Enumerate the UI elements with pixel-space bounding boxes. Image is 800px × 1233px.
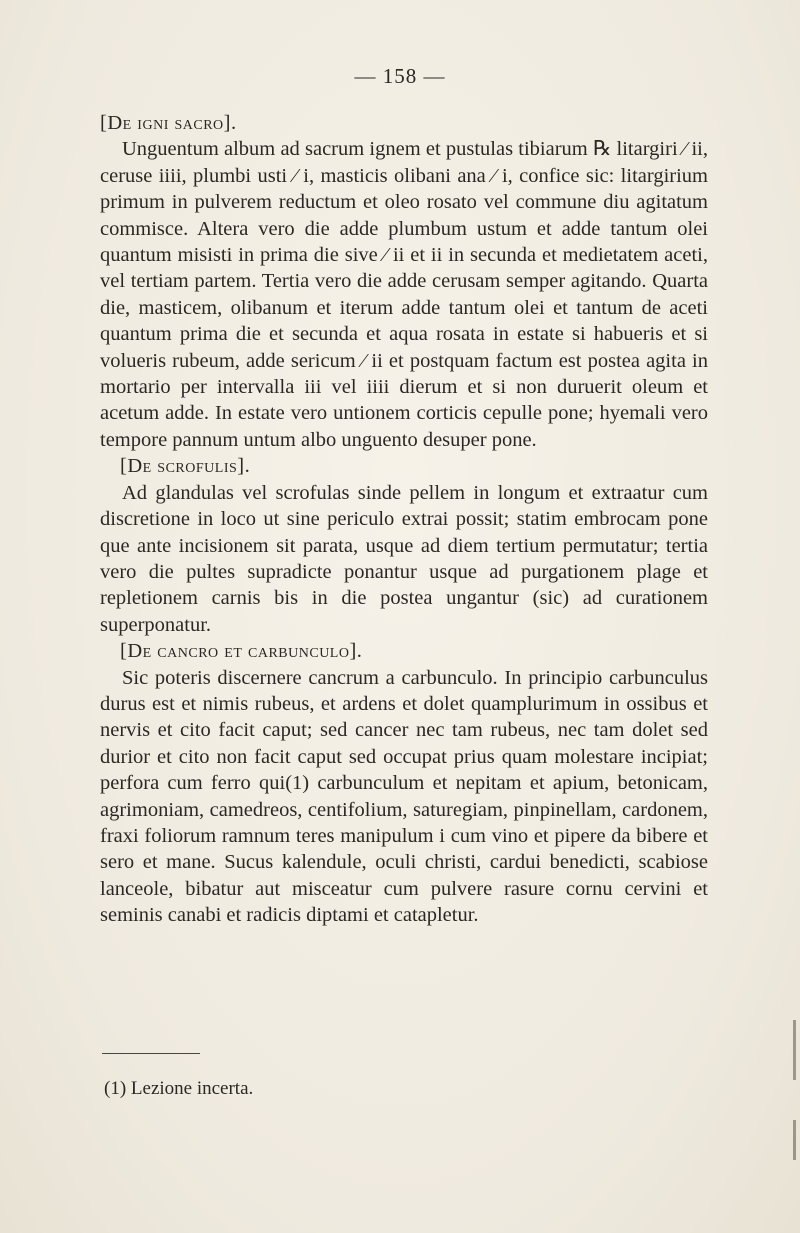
section-heading-de-igni-sacro: [De igni sacro]. bbox=[100, 112, 237, 134]
section-heading-de-cancro: [De cancro et carbunculo]. bbox=[120, 640, 363, 663]
footnote-divider bbox=[102, 1053, 200, 1054]
paragraph-de-igni-sacro: Unguentum album ad sacrum ignem et pustulas tibiarum ℞ litargiri ⁄ ii, ceruse iiii, plumbi usti ⁄ i, masticis olibani ana ⁄ i, confice sic: litargirium primum in pulverem reductum et oleo rosato vel commune diu agitatum commisce. Altera vero die adde plumbum ustum et adde tantum olei quantum misisti in prima die sive ⁄ ii et ii in secunda et medietatem aceti, vel tertiam partem. Tertia vero die adde cerusam semper agitando. Quarta die, masticem, olibanum et iterum adde tantum olei et tantum de aceti quantum prima die et secunda et aqua rosata in estate si habueris et si volueris rubeum, adde sericum ⁄ ii et postquam factum est postea agita in mortario per intervalla iii vel iiii dierum et si non duruerit oleum et acetum adde. In estate vero untionem corticis cepulle pone; hyemali vero tempore pannum untum albo unguento desuper pone. bbox=[100, 138, 708, 451]
section-heading-de-scrofulis: [De scrofulis]. bbox=[120, 455, 251, 478]
page-body bbox=[100, 110, 708, 929]
footnote: (1) Lezione incerta. bbox=[104, 1078, 254, 1099]
paragraph-de-cancro: Sic poteris discernere cancrum a carbunculo. In principio carbunculus durus est et nimis rubeus, et ardens et dolet quamplurimum in ossibus et nervis et cito facit caput; sed cancer nec tam rubeus, nec tam dolet sed durior et cito non facit caput sed occupat prius quam molestare incipiat; perfora cum ferro qui(1) carbunculum et nepitam et apium, betonicam, agrimoniam, camedreos, centifolium, saturegiam, pinpinellam, cardonem, fraxi foliorum ramnum teres manipulum i cum vino et pipere da bibere et sero et mane. Sucus kalendule, oculi christi, cardui benedicti, scabiose lanceole, bibatur aut misceatur cum pulvere rasure cornu cervini et seminis canabi et radicis diptami et catapletur. bbox=[100, 666, 708, 927]
paragraph-de-scrofulis: Ad glandulas vel scrofulas sinde pellem in longum et extraatur cum discretione in loco ut sine periculo extrai possit; statim embrocam pone que ante incisionem sit parata, usque ad diem tertium permutatur; tertia vero die pultes supradicte ponantur usque ad purgationem plage et repletionem carnis bis in die postea ungantur (sic) ad curationem superponatur. bbox=[100, 481, 708, 636]
page-edge-mark bbox=[793, 1120, 796, 1160]
page-number: — 158 — bbox=[354, 64, 446, 88]
page-edge-mark bbox=[793, 1020, 796, 1080]
